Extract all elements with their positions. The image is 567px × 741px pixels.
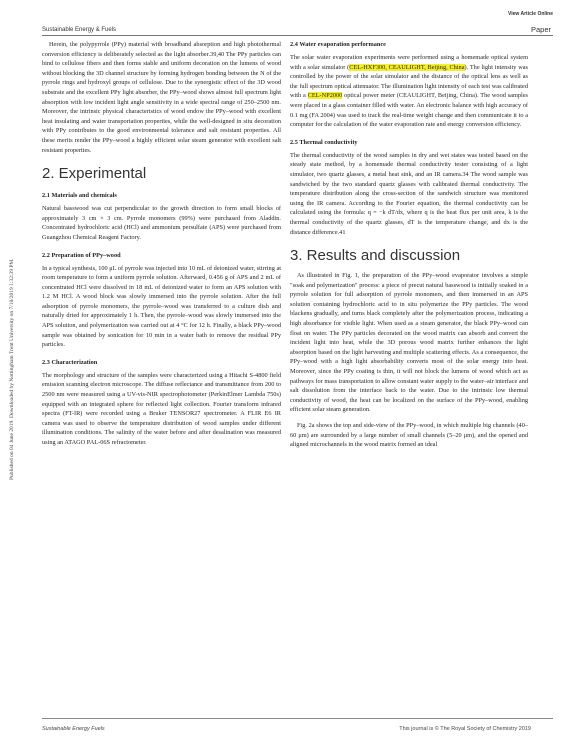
footer-copyright: This journal is © The Royal Society of Chemistry 2019: [399, 726, 531, 732]
footer-divider: [42, 718, 553, 719]
evaporation-text-a: The solar water evaporation experiments were performed using a homemade optical system with a solar simulator (: [290, 54, 528, 71]
evaporation-paragraph: [290, 53, 528, 130]
subsection-heading-characterization: 2.3 Characterization: [42, 358, 98, 366]
preparation-paragraph: In a typical synthesis, 100 μL of pyrrole was injected into 10 mL of deionized water, stirring at room temperature to form a uniform pyrrole solution. Afterward, 0.456 g of APS and 2 mL of concentrated HCl were dissolved in 18 mL of deionized water to form an APS solution with 1.2 M HCl. A wood block was slowly immersed into the pyrrole solution. After the full adsorption of pyrrole monomers, the pyrrole–wood was transferred to a culture dish and naturally dried for approximately 1 h. Then, the pyrrole–wood was slowly immersed into the APS solution, and polymerization was carried out at 4 °C for 12 h. Finally, a black PPy–wood sample was obtained by sonication for 10 min in a water bath to remove the residual PPy particles.: [42, 264, 281, 349]
subsection-heading-materials: 2.1 Materials and chemicals: [42, 192, 117, 200]
subsection-heading-preparation: 2.2 Preparation of PPy–wood: [42, 251, 121, 259]
article-type-label: Paper: [530, 25, 551, 34]
results-paragraph-1: As illustrated in Fig. 1, the preparation of the PPy–wood evaporator involves a simple "soak and polymerization" process: a piece of precut natural basswood is initially soaked in a pyrrole solution for full adsorption of pyrrole monomers, and then immersed in an APS solution containing hydrochloric acid to in situ polymerize the PPy particles. The wood blackens gradually, and turns black completely after the polymerization process, indicating a high absorbance for visible light. When used as a steam generator, the black PPy–wood can float on water. The PPy particles decorated on the wood matrix can absorb and convert the incident light into heat, while the 3D porous wood matrix further enhances the light absorption based on the light harvesting and multiple scattering effects. As a consequence, the PPy–wood with a high light absorbability converts most of the solar energy into heat. Moreover, since the PPy coating is thin, it will not block the lumens of wood which act as pathways for mass transportation to allow constant water supply to the water–air interface and salt dissolution from the interface back to the water. Due to the intrinsic low thermal conductivity of wood, the heat can be localized on the surface of the PPy–wood, enabling efficient solar steam generation.: [290, 272, 528, 414]
right-column: [290, 40, 528, 456]
footer-journal: Sustainable Energy Fuels: [42, 726, 105, 732]
evaporation-text-c: optical power meter (CEAULIGHT, Beijing, China). The wood samples were placed in a glass container filled with water. An electronic balance with high accuracy of 0.1 mg (FA 2004) was used to track the real-time weight change and then communicate it to a computer for the calculation of the water evaporation rate and energy conversion efficiency.: [290, 92, 528, 129]
section-heading-results: 3. Results and discussion: [290, 247, 461, 265]
highlight-solar-simulator: CEL-HXF300, CEAULIGHT, Beijing, China: [349, 63, 465, 71]
results-paragraph-2: Fig. 2a shows the top and side-view of the PPy–wood, in which multiple big channels (40–60 μm) are surrounded by a large number of small channels (5–20 μm), and the opened and aligned microchannels in the wood matrix formed an ideal: [290, 422, 528, 449]
thermal-paragraph: The thermal conductivity of the wood samples in dry and wet states was tested based on the steady state method, by a homemade thermal conductivity tester consisting of a light simulator, two quartz glasses, a metal heat sink, and an IR camera.34 The wood sample was sandwiched by the two standard quartz glasses with calibrated thermal conductivity. The temperature distribution along the cross-section of the sandwich structure was monitored using the IR camera. According to the Fourier equation, the thermal conductivity can be calculated using the formula: q = −k dT/dx, where q is the heat flux per unit area, k is the thermal conductivity of the quartz glasses, dT is the temperature change, and dx is the distance difference.41: [290, 151, 528, 236]
subsection-heading-thermal: 2.5 Thermal conductivity: [290, 138, 358, 146]
download-watermark: Published on 04 June 2019. Downloaded by Nottingham Trent University on 7/18/2019 1:32:39 PM.: [9, 258, 15, 480]
header-divider: [42, 35, 553, 36]
materials-paragraph: Natural basswood was cut perpendicular to the growth direction to form small blocks of approximately 3 cm × 3 cm. Pyrrole monomers (99%) were purchased from Aladdin. Concentrated hydrochloric acid (HCl) and ammonium persulfate (APS) were purchased from Guangzhou Chemical Reagent Factory.: [42, 205, 281, 241]
highlight-power-meter: CEL-NP2000: [307, 92, 343, 100]
journal-header: Sustainable Energy & Fuels: [42, 27, 117, 33]
characterization-paragraph: The morphology and structure of the samples were characterized using a Hitachi S-4800 field emission scanning electron microscope. The diffuse reflectance and transmittance from 200 to 2500 nm were measured using a UV-vis-NIR spectrophotometer (PerkinElmer Lambda 750s) equipped with an integrated sphere for reflected light collection. Fourier transform infrared spectra (FT-IR) were recorded using a Bruker TENSOR27 spectrometer. A FLIR E6 IR camera was used to observe the temperature distribution of wood samples under different illumination conditions. The salinity of the water before and after desalination was measured using an ATAGO PAL-06S refractometer.: [42, 371, 281, 446]
left-column: [42, 40, 281, 454]
section-heading-experimental: 2. Experimental: [42, 165, 147, 183]
view-article-online-link[interactable]: View Article Online: [507, 11, 553, 17]
intro-paragraph: Herein, the polypyrrole (PPy) material with broadband absorption and high photothermal conversion efficiency is deliberately selected as the light absorber.39,40 The PPy particles can bind to cellulose fibers and then forms stable and uniform decoration on the lumens of wood without blocking the 3D channel structure by forming hydrogen bonding between the N of the pyrrole rings and hydroxyl groups of cellulose. Due to the synergistic effect of the 3D wood substrate and the excellent PPy light absorber, the PPy–wood shows almost full spectrum light absorption with low incident light angle sensitivity in a wide spectral range of 250–2500 nm. Moreover, the intrinsic physical characteristics of wood endow the PPy–wood with excellent heat insulating and water transportation properties, while the well-designed in situ decoration with PPy contributes to the good environmental tolerance and salt resistant properties. All these merits render the PPy–wood a highly efficient solar steam generator with excellent salt resistant properties.: [42, 41, 281, 154]
subsection-heading-evaporation: 2.4 Water evaporation performance: [290, 41, 386, 48]
evaporation-text-b: ). The light intensity was controlled by the power of the solar simulator and the distance of the optical lens as well as the full spectrum optical attenuator. The illumination light intensity of each test was calibrated with a: [290, 63, 529, 100]
